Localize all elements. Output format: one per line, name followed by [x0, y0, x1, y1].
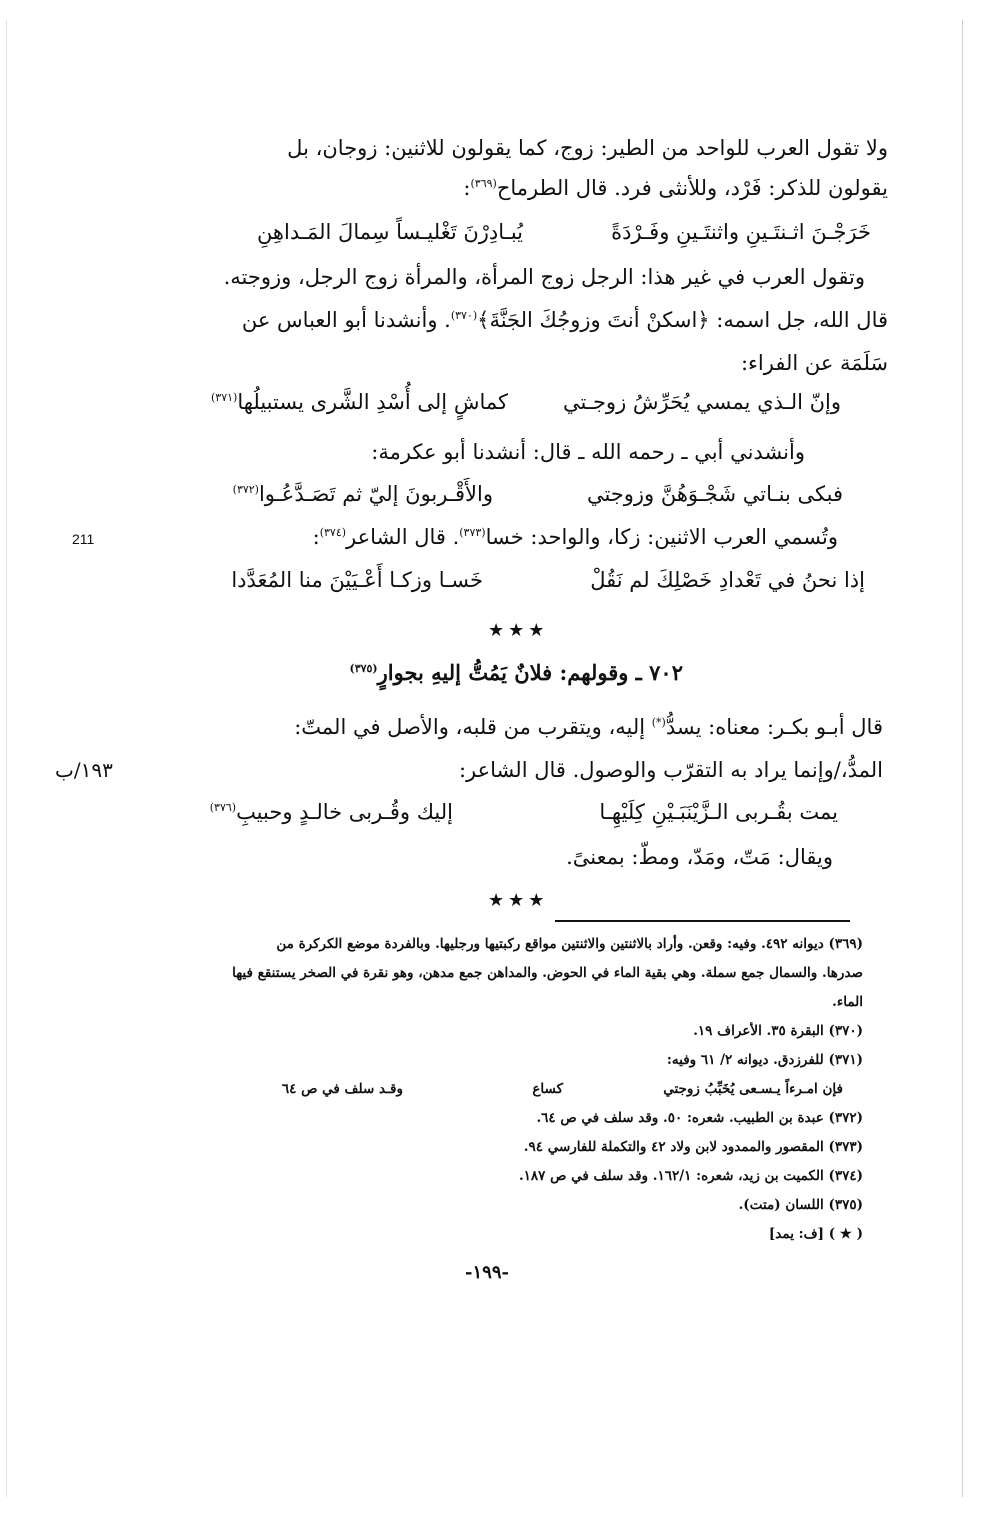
text: ويقال: مَتّ، ومَدّ، ومطّ: بمعنىً.: [566, 845, 833, 869]
paragraph-5-line-2: [459, 758, 883, 782]
footnote-ref-374: (٣٧٤): [319, 526, 347, 539]
footnote-372: (٣٧٢) عبدة بن الطبيب. شعره: ٥٠. وقد سلف في ص ٦٤.: [536, 1110, 863, 1126]
footnote-ref-369: (٣٦٩): [470, 177, 497, 190]
manuscript-folio-marker: ١٩٣/ب: [55, 758, 113, 782]
paragraph-1-line-2: [463, 176, 888, 200]
text: وأنشدني أبي ـ رحمه الله ـ قال: أنشدنا أبو عكرمة:: [371, 440, 805, 464]
verse-3-second-hemistich: [233, 482, 493, 506]
text: وتقول العرب في غير هذا: الرجل زوج المرأة، والمرأة زوج الرجل، وزوجته.: [223, 265, 865, 289]
footnote-374: (٣٧٤) الكميت بن زيد، شعره: ١٦٢/١. وقد سلف في ص ١٨٧.: [518, 1168, 863, 1184]
footnote-375: (٣٧٥) اللسان (متت).: [738, 1197, 863, 1213]
verse-2-first-hemistich: وإنّ الـذي يمسي يُحَرِّشُ زوجـتي: [562, 390, 841, 414]
footnote-star: ( ★ ) [ف: يمد]: [768, 1226, 863, 1242]
footnote-verse-first-hemistich: فإن امـرءاً يـسـعى يُخَبِّبُ زوجتي: [663, 1081, 843, 1097]
text: والأَقْـربونَ إليّ ثم تَصَـدَّعُـوا: [258, 482, 493, 506]
footnote-ref-375: (٣٧٥): [349, 662, 378, 675]
footnote-371: (٣٧١) للفرزدق. ديوانه ٢/ ٦١ وفيه:: [666, 1052, 863, 1068]
paragraph-2-line-3: [741, 351, 888, 375]
footnote-verse-middle: كساع: [532, 1081, 563, 1097]
paragraph-5-line-1: [294, 715, 883, 739]
margin-line-number: 211: [72, 531, 95, 547]
footnote-369-line-1: (٣٦٩) ديوانه ٤٩٢. وفيه: وقعن. وأراد بالاثنتين والاثنتين مواقع ركبتيها ورجليها. وبالفردة موضع الكركرة من: [276, 936, 863, 952]
text: سَلَمَة عن الفراء:: [740, 351, 888, 375]
end-separator-stars: ★★★: [488, 890, 549, 911]
footnote-369-line-2: صدرها. والسمال جمع سملة. وهي بقية الماء في الحوض. والمداهن جمع مدهن، وهو نقرة في الصخر يستنقع فيها: [232, 965, 863, 981]
verse-5-second-hemistich: [210, 800, 453, 824]
paragraph-2-line-1: [224, 265, 865, 289]
entry-heading: [349, 660, 683, 685]
heading-text: ٧٠٢ ـ وقولهم: فلانٌ يَمُتُّ إليهِ بجوارٍ: [377, 660, 683, 685]
text: كماشٍ إلى أُسْدِ الشَّرى يستبيلُها: [237, 390, 508, 414]
footnote-369-line-3: الماء.: [832, 994, 863, 1010]
verse-4-second-hemistich: خَسـا وزكـا أَعْـيَيْنَ منا المُعَدَّدا: [231, 568, 483, 592]
footnote-370: (٣٧٠) البقرة ٣٥. الأعراف ١٩.: [693, 1023, 863, 1039]
paragraph-1-line-1: [287, 136, 888, 160]
paragraph-3: [371, 440, 805, 464]
footnotes: [163, 930, 863, 1249]
text: يقولون للذكر: فَرْد، وللأنثى فرد. قال الطرماح: [496, 176, 888, 200]
footnote-ref-star: (*): [651, 716, 666, 729]
footnote-371-verse: [163, 1075, 863, 1104]
paragraph-4: [313, 525, 838, 549]
verse-4-first-hemistich: إذا نحنُ في تَعْدادِ خَصْلِكَ لم نَقُلْ: [590, 568, 865, 592]
text: قال أبـو بكـر: معناه: يسدُّ: [665, 715, 883, 739]
page-edge-left: [6, 20, 7, 1497]
footnote-ref-372: (٣٧٢): [232, 483, 259, 496]
text: إليك وقُـربى خالـدٍ وحبيبِ: [236, 800, 453, 824]
footnote-ref-376: (٣٧٦): [209, 801, 237, 814]
text: . وأنشدنا أبو العباس عن: [241, 308, 451, 332]
footnote-verse-note: وقـد سلف في ص ٦٤: [281, 1081, 403, 1097]
verse-2-second-hemistich: [211, 390, 508, 414]
page-edge-right: [962, 20, 963, 1497]
footnote-373: (٣٧٣) المقصور والممدود لابن ولاد ٤٢ والتكملة للفارسي ٩٤.: [523, 1139, 863, 1155]
verse-3-first-hemistich: فبكى بنـاتي شَجْـوَهُنَّ وزوجتي: [586, 482, 843, 506]
text: . قال الشاعر: [346, 525, 460, 549]
colon: :: [463, 176, 471, 200]
text: ولا تقول العرب للواحد من الطير: زوج، كما يقولون للاثنين: زوجان، بل: [287, 136, 888, 160]
verse-5-first-hemistich: يمت بقُـربى الـزَّيْنَبَـيْنِ كِلَيْهِـا: [599, 800, 838, 824]
verse-1-first-hemistich: خَرَجْـنَ اثـنتَـينِ واثنتَـينِ وفَـرْدَةً: [611, 220, 871, 244]
footnote-ref-370: (٣٧٠): [450, 309, 478, 322]
text: المدُّ،/وإنما يراد به التقرّب والوصول. قال الشاعر:: [458, 758, 883, 782]
section-separator-stars: ★★★: [488, 620, 549, 641]
paragraph-6: [566, 845, 833, 869]
footnote-ref-371: (٣٧١): [210, 391, 238, 404]
text: قال الله، جل اسمه: ﴿اسكنْ أنتَ وزوجُكَ الجَنَّةَ﴾: [477, 308, 888, 332]
text: وتُسمي العرب الاثنين: زكا، والواحد: خسا: [485, 525, 838, 549]
colon: :: [312, 525, 320, 549]
paragraph-2-line-2: [242, 308, 888, 332]
footnote-ref-373: (٣٧٣): [459, 526, 486, 539]
text: إليه، ويتقرب من قلبه، والأصل في المتّ:: [294, 715, 652, 739]
verse-1-second-hemistich: يُبـادِرْنَ تَغْليـساً سِمالَ المَـداهِنِ: [256, 220, 523, 244]
footnote-rule: [555, 920, 850, 922]
page-number: -١٩٩-: [465, 1262, 509, 1283]
